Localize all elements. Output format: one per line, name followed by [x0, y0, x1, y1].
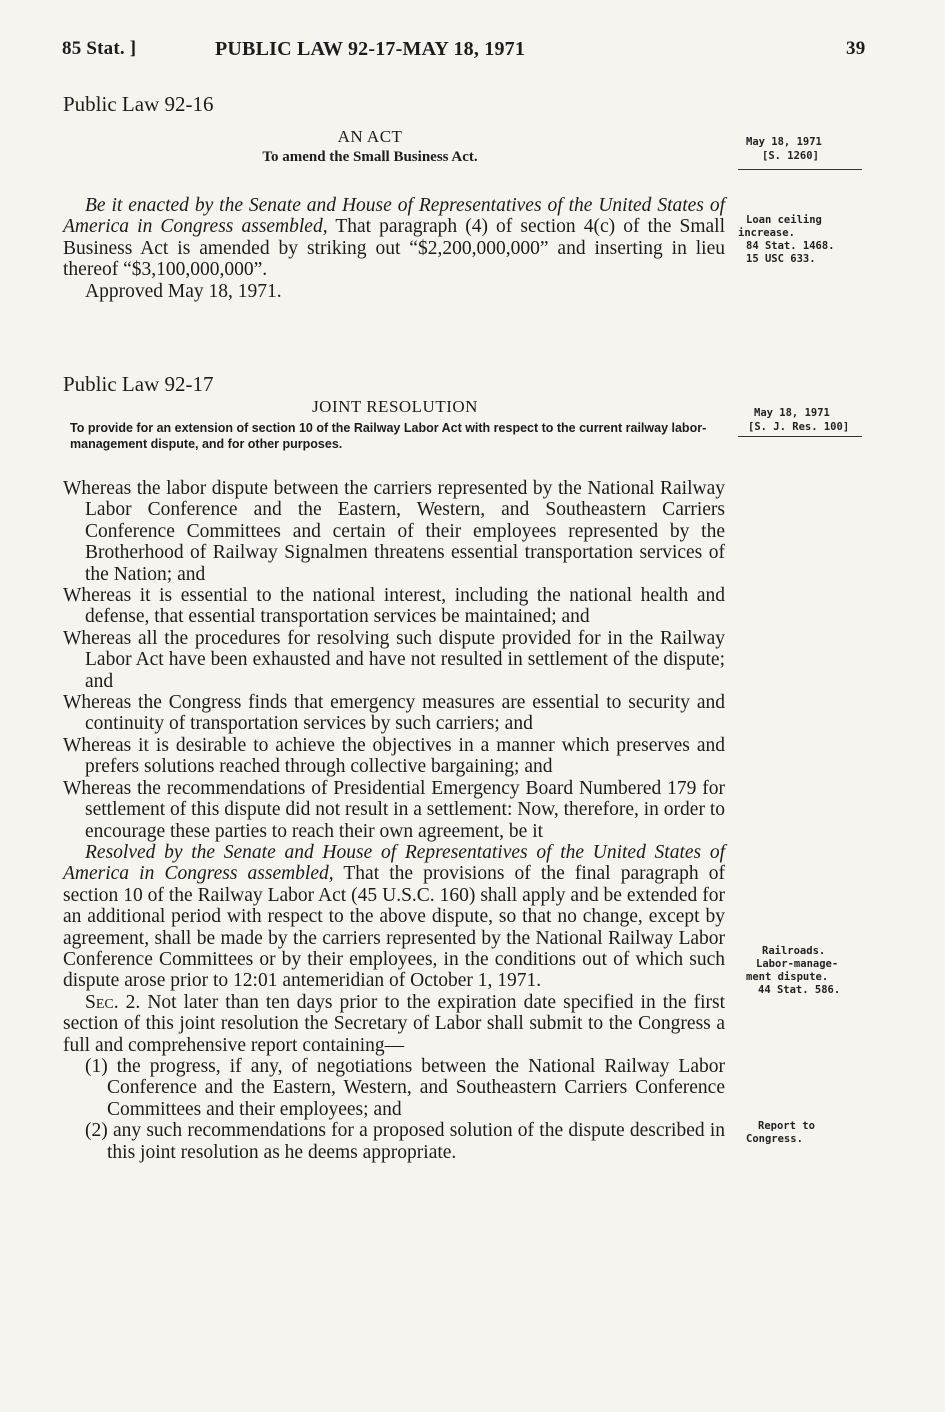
list-item: (2) any such recommendations for a proposed solution of the dispute described in this joint resolution as he deems appropriate.	[85, 1120, 725, 1163]
law-17-body	[63, 478, 725, 1163]
margin-line: Railroads.	[762, 945, 826, 957]
margin-date: May 18, 1971	[754, 407, 830, 419]
law-16-body	[63, 195, 725, 302]
resolved-rest: That the provisions of the final paragraph of section 10 of the Railway Labor Act (45 U.S.C. 160) shall apply and be extended for an additional period with respect to the above dispute, so that no change, except by agreement, shall be made by the carriers represented by the National Railway Labor Conference Committees or by their employees, in the conditions out of which such dispute arose prior to 12:01 antemeridian of October 1, 1971.	[63, 863, 725, 992]
margin-line: 84 Stat. 1468.	[746, 240, 835, 252]
resolved-clause: Resolved by the Senate and House of Representatives of the United States of America in Congress assembled,	[63, 841, 725, 885]
margin-line: Report to	[758, 1120, 815, 1132]
resolved-paragraph	[63, 842, 725, 992]
page-number: 39	[846, 38, 866, 59]
margin-date: May 18, 1971	[746, 136, 822, 148]
margin-line: 44 Stat. 586.	[758, 984, 841, 996]
margin-line: increase.	[738, 227, 795, 239]
whereas-clause: Whereas the recommendations of Presidential Emergency Board Numbered 179 for settlement of this dispute did not result in a settlement: Now, therefore, in order to encourage these parties to reach their own agreement, be it	[63, 777, 725, 842]
section-2-text: Not later than ten days prior to the expiration date specified in the first section of this joint resolution the Secretary of Labor shall submit to the Congress a full and comprehensive report containing—	[63, 991, 725, 1056]
whereas-clause: Whereas all the procedures for resolving such dispute provided for in the Railway Labor Act have been exhausted and have not resulted in settlement of the dispute; and	[63, 627, 725, 692]
margin-line: Loan ceiling	[746, 214, 822, 226]
law-17-label: Public Law 92-17	[63, 372, 214, 396]
law-16-approved: Approved May 18, 1971.	[85, 280, 282, 302]
law-16-margin-date	[746, 135, 822, 163]
law-16-margin-note	[738, 214, 835, 266]
margin-rule	[738, 169, 862, 170]
law-17-margin-note-railroads	[746, 945, 840, 997]
section-2	[63, 992, 725, 1056]
margin-line: Congress.	[746, 1133, 803, 1145]
margin-bill: [S. 1260]	[762, 150, 819, 162]
header-stat-ref: 85 Stat. ]	[62, 38, 137, 59]
margin-line: ment dispute.	[746, 971, 829, 983]
whereas-clause: Whereas the labor dispute between the carriers represented by the National Railway Labor Conference and the Eastern, Western, and Southeastern Carriers Conference Committees and certain of their employees represented by the Brotherhood of Railway Signalmen threatens essential transportation services of the Nation; and	[63, 478, 725, 585]
margin-rule	[738, 436, 862, 437]
whereas-clause: Whereas it is desirable to achieve the objectives in a manner which preserves and prefers solutions reached through collective bargaining; and	[63, 734, 725, 778]
law-17-title: JOINT RESOLUTION	[312, 397, 478, 416]
law-17-margin-note-report	[746, 1120, 815, 1146]
law-16-enacting	[63, 195, 725, 281]
enacting-clause: Be it enacted by the Senate and House of Representatives of the United States of America in Congress assembled,	[63, 195, 725, 238]
whereas-clause: Whereas it is essential to the national interest, including the national health and defense, that essential transportation services be maintained; and	[63, 585, 725, 628]
law-16-subtitle: To amend the Small Business Act.	[262, 149, 478, 165]
header-title: PUBLIC LAW 92-17-MAY 18, 1971	[215, 38, 526, 60]
margin-bill: [S. J. Res. 100]	[748, 421, 850, 433]
law-16-label: Public Law 92-16	[63, 92, 214, 116]
enacting-rest: That paragraph (4) of section 4(c) of the Small Business Act is amended by striking out “$2,200,000,000” and inserting in lieu thereof “$3,100,000,000”.	[63, 216, 725, 281]
margin-line: Labor-manage-	[756, 958, 839, 970]
law-17-subtitle: To provide for an extension of section 10 of the Railway Labor Act with respect to the current railway labor-management dispute, and for other purposes.	[70, 421, 707, 451]
list-item: (1) the progress, if any, of negotiations between the National Railway Labor Conference and the Eastern, Western, and Southeastern Carriers Conference Committees and their employees; and	[85, 1055, 725, 1120]
section-2-label: Sec. 2.	[85, 991, 141, 1013]
margin-line: 15 USC 633.	[746, 253, 816, 265]
law-16-act-title: AN ACT	[337, 127, 403, 146]
whereas-clause: Whereas the Congress finds that emergency measures are essential to security and continuity of transportation services by such carriers; and	[63, 692, 725, 735]
law-17-margin-date	[748, 406, 850, 434]
